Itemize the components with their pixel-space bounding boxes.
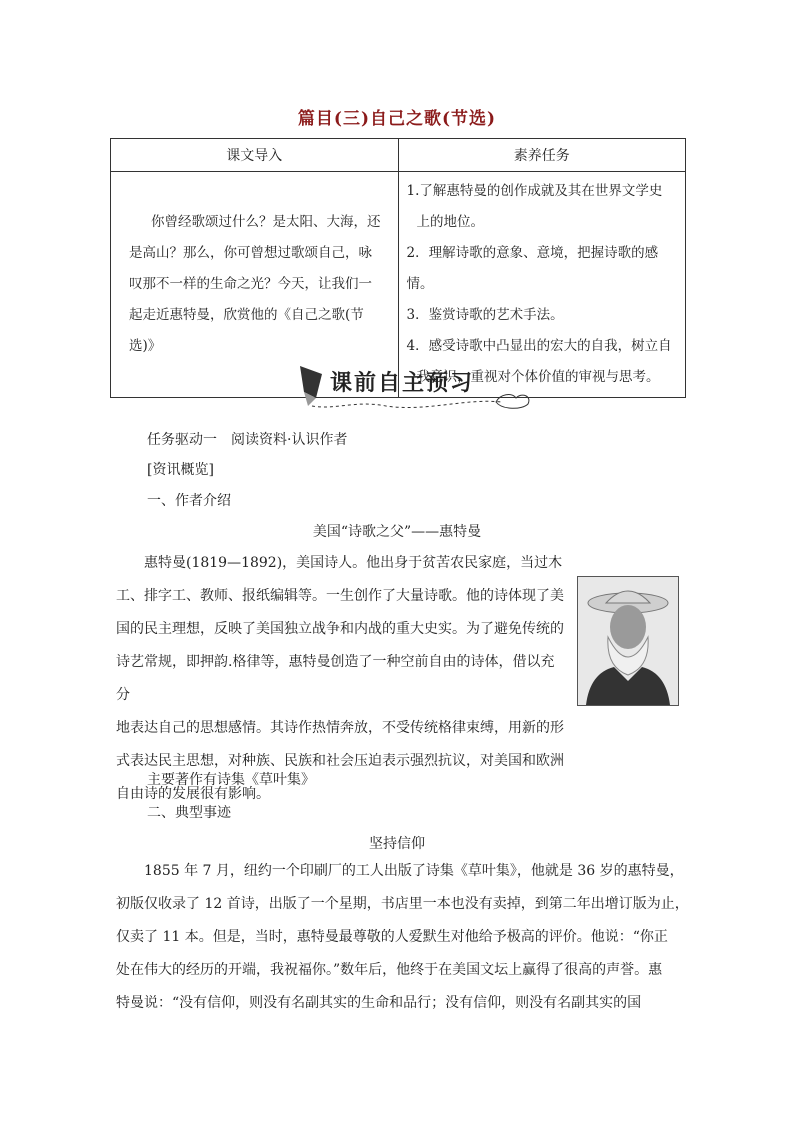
header-tasks: 素养任务: [398, 139, 686, 172]
lead-line: 你曾经歌颂过什么？是太阳、大海，还: [151, 214, 381, 230]
bio-line: 工、排字工、教师、报纸编辑等。一生创作了大量诗歌。他的诗体现了美: [116, 588, 564, 604]
bio-line: 自由诗的发展很有影响。: [116, 786, 270, 802]
story-text: [116, 855, 689, 1020]
author-subtitle: 美国“诗歌之父”——惠特曼: [312, 524, 482, 540]
intro-table: [110, 138, 686, 398]
story-line: 处在伟大的经历的开端，我祝福你。”数年后，他终于在美国文坛上赢得了很高的声誉。惠: [116, 962, 663, 978]
task-text: 4．感受诗歌中凸显出的宏大的自我，树立自: [406, 338, 672, 354]
bio-line: 诗艺常规，即押韵.格律等，惠特曼创造了一种空前自由的诗体，借以充分: [116, 654, 555, 703]
lead-line: 近惠特曼，欣赏他的《自己之歌(节选)》: [129, 307, 364, 354]
bio-line: 地表达自己的思想感情。其诗作热情奔放，不受传统格律束缚，用新的形: [116, 720, 564, 736]
banner-title: 课前自主预习: [330, 371, 475, 396]
task-item: [405, 300, 680, 331]
task-text-cont: 上的地位。: [416, 214, 484, 230]
works-line: 主要著作有诗集《草叶集》: [147, 772, 315, 788]
section-author-heading: 一、作者介绍: [147, 493, 231, 509]
section-deeds-heading: 二、典型事迹: [147, 805, 231, 821]
task-text: 2．理解诗歌的意象、意境，把握诗歌的感情。: [406, 245, 659, 292]
bio-line: 惠特曼(1819—1892)，美国诗人。他出身于贫苦农民家庭，当过木: [116, 555, 563, 571]
deeds-subtitle: 坚持信仰: [369, 836, 425, 852]
task-text: 1.了解惠特曼的创作成就及其在世界文学史: [406, 183, 663, 199]
task-text: 3．鉴赏诗歌的艺术手法。: [406, 307, 564, 323]
info-tag: [资讯概览]: [147, 462, 214, 478]
author-photo: [577, 576, 679, 706]
lead-text: [129, 207, 384, 362]
task-item: [405, 238, 680, 300]
lead-line: 那不一样的生命之光？今天，让我们一起走: [129, 276, 372, 323]
task-text-cont: 我意识，重视对个体价值的审视与思考。: [416, 369, 660, 385]
task-item: [405, 176, 680, 238]
story-line: 特曼说：“没有信仰，则没有名副其实的生命和品行；没有信仰，则没有名副其实的国: [116, 995, 642, 1011]
task-driver: 任务驱动一 阅读资料·认识作者: [147, 432, 348, 448]
page-title: 篇目(三)自己之歌(节选): [297, 109, 497, 129]
lead-line: 是高山？那么，你可曾想过歌颂自己，咏叹: [129, 245, 372, 292]
story-line: 1855 年 7 月，纽约一个印刷厂的工人出版了诗集《草叶集》，他就是 36 岁的惠特曼，: [116, 863, 684, 879]
story-line: 仅卖了 11 本。但是，当时，惠特曼最尊敬的人爱默生对他给予极高的评价。他说：“你正: [116, 929, 668, 945]
story-line: 初版仅收录了 12 首诗，出版了一个星期，书店里一本也没有卖掉，到第二年出增订版为止，: [116, 896, 689, 912]
section-banner: [296, 362, 536, 412]
bio-line: 国的民主理想，反映了美国独立战争和内战的重大史实。为了避免传统的: [116, 621, 564, 637]
header-lead: 课文导入: [111, 139, 399, 172]
bio-line: 式表达民主思想，对种族、民族和社会压迫表示强烈抗议，对美国和欧洲: [116, 753, 564, 769]
